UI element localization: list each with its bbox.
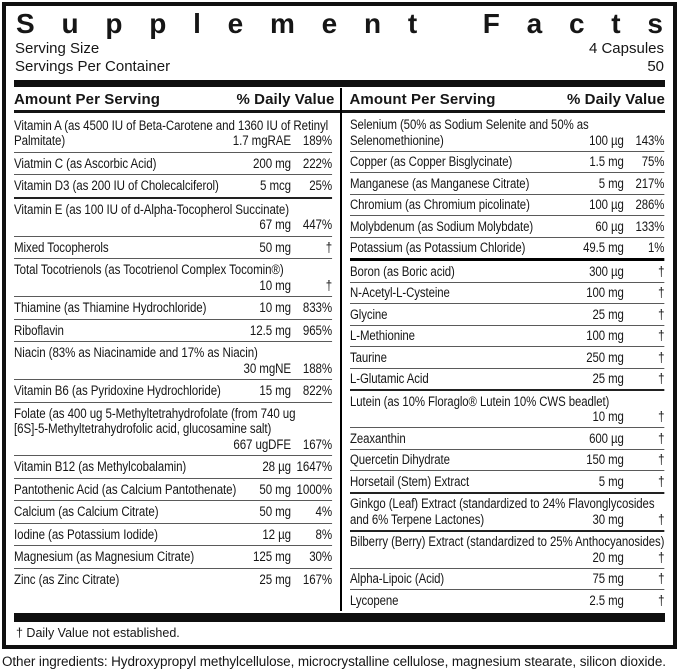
table-row [350,492,664,530]
daily-value: 1000% [296,481,333,497]
amount-group [236,527,332,543]
ingredient-name: Selenium (50% as Sodium Selenite and 50% as Selenomethionine) [349,117,589,148]
daily-value: † [657,349,664,365]
amount-value: 15 mg [259,383,292,398]
amount-group [569,571,664,587]
ingredient-name: Potassium (as Potassium Chloride) [349,240,525,255]
ingredient-name: Vitamin B6 (as Pyridoxine Hydrochloride) [14,383,221,398]
amount-value: 75 mg [591,571,624,586]
amount-group [569,307,664,323]
table-row [14,174,332,197]
daily-value: 447% [302,217,333,232]
amount-value: 100 mg [585,328,624,343]
daily-value: 143% [634,132,664,148]
amount-value: 5 mg [598,175,624,191]
amount-group [233,133,332,149]
amount-value: 150 mg [585,452,624,467]
ingredient-name: Ginkgo (Leaf) Extract (standardized to 24% Flavonglycosides and 6% Terpene Lactones) [349,496,654,527]
amount-group [236,549,332,565]
daily-value: † [657,571,664,586]
label-title [14,9,665,39]
ingredient-name: Folate (as 400 ug 5-Methyltetrahydrofolate (from 740 ug [6S]-5-Methyltetrahydrofolic acid, glucosamine salt) [14,405,296,436]
daily-value: 217% [634,175,664,191]
daily-value: 1% [647,240,664,255]
table-row [350,151,664,173]
amount-group [569,593,664,609]
ingredient-name: Vitamin D3 (as 200 IU of Cholecalciferol) [14,178,219,193]
table-row [350,172,664,194]
amount-group [569,154,664,170]
title-letter: m [269,8,295,39]
amount-value: 50 mg [259,504,292,519]
amount-group [569,285,664,301]
daily-value: 4% [315,504,333,519]
table-row [350,530,664,568]
daily-value: † [657,430,664,446]
daily-value-header: % Daily Value [566,91,665,108]
amount-group [569,264,664,280]
title-letter: a [526,8,543,39]
ingredient-name: Alpha-Lipoic (Acid) [349,571,444,586]
daily-value: 222% [302,155,333,171]
amount-value: 10 mg [259,277,292,293]
amount-group [236,383,332,399]
amount-value: 5 mcg [260,178,292,193]
table-row [350,303,664,325]
amount-group [236,300,332,316]
amount-value: 25 mg [591,306,624,322]
table-row [350,346,664,368]
amount-per-serving-header: Amount Per Serving [14,91,160,108]
ingredient-name: Horsetail (Stem) Extract [349,473,469,489]
header-rule [14,110,340,113]
table-row [14,455,332,478]
daily-value: 167% [302,571,333,587]
ingredient-name: Viatmin C (as Ascorbic Acid) [14,155,157,171]
amount-value: 667 ugDFE [233,436,292,452]
ingredient-name: Bilberry (Berry) Extract (standardized to 25% Anthocyanosides) [349,534,664,549]
ingredient-name: Calcium (as Calcium Citrate) [14,504,159,519]
amount-value: 50 mg [259,481,292,497]
ingredient-name: Boron (as Boric acid) [349,263,455,279]
amount-group [569,240,664,256]
title-letter: e [321,8,338,39]
ingredient-name: Glycine [349,306,387,322]
amount-group [236,156,332,172]
title-letter: u [61,8,79,39]
amount-value: 28 µg [262,459,292,474]
daily-value: 30% [309,549,333,564]
serving-size-label: Serving Size [15,40,100,57]
column-header-right [350,88,666,110]
table-row [350,368,664,390]
daily-value: 8% [315,526,333,542]
amount-group [569,474,664,490]
table-row [350,325,664,347]
amount-group [236,459,332,475]
title-letter: t [611,8,621,39]
amount-value: 67 mg [259,217,292,232]
facts-column-left [14,88,340,611]
table-row [350,389,664,427]
daily-value: † [657,511,664,527]
daily-value: 188% [302,360,333,376]
table-row [350,258,664,282]
ingredient-name: Taurine [349,349,387,365]
table-row [14,402,332,456]
title-letter: p [149,8,167,39]
table-row [14,115,332,152]
table-row [14,296,332,319]
daily-value: 167% [302,436,333,452]
ingredient-name: Chromium (as Chromium picolinate) [349,197,530,212]
servings-per-container-row [14,59,665,75]
daily-value-header: % Daily Value [236,91,335,108]
title-letter: c [568,8,585,39]
daily-value: † [657,452,664,467]
table-row [350,427,664,449]
table-row [14,500,332,523]
amount-value: 1.7 mgRAE [232,133,292,148]
footer-bar [14,613,665,622]
amount-group [236,572,332,588]
amount-value: 25 mg [591,371,624,386]
amount-value: 50 mg [259,239,292,255]
amount-per-serving-header: Amount Per Serving [349,91,496,108]
daily-value: 286% [634,197,664,212]
ingredient-name: Iodine (as Potassium Iodide) [14,526,158,542]
ingredient-name: Thiamine (as Thiamine Hydrochloride) [14,300,207,315]
ingredient-name: Vitamin E (as 100 IU of d-Alpha-Tocopherol Succinate) [14,201,289,217]
ingredient-name: Zeaxanthin [349,430,406,446]
amount-value: 100 mg [585,285,624,300]
daily-value: † [657,473,664,489]
amount-group [569,452,664,468]
table-row [14,568,332,591]
amount-group [236,482,332,498]
daily-value: † [657,285,664,300]
title-letter: F [482,8,500,39]
table-row [14,152,332,175]
serving-size-row [14,41,665,57]
ingredient-name: Zinc (as Zinc Citrate) [14,571,120,587]
amount-group [569,371,664,387]
daily-value: 1647% [296,459,333,474]
facts-columns [14,88,665,611]
amount-value: 10 mg [259,300,292,315]
ingredient-name: Riboflavin [14,322,64,338]
daily-value: † [657,371,664,386]
amount-value: 1.5 mg [588,154,624,169]
facts-box [2,2,677,649]
daily-value: † [657,306,664,322]
amount-value: 2.5 mg [588,592,624,608]
other-ingredients-text: Other ingredients: Hydroxypropyl methylcellulose, microcrystalline cellulose, magnesium stearate, silicon dioxide. [2,653,666,669]
servings-per-container-value: 50 [647,58,664,75]
table-row [14,523,332,546]
table-row [14,545,332,568]
ingredient-name: Total Tocotrienols (as Tocotrienol Complex Tocomin®) [14,262,284,277]
ingredient-name: Copper (as Copper Bisglycinate) [349,154,512,169]
amount-group [236,278,332,294]
amount-value: 25 mg [259,571,292,587]
table-row [350,589,664,611]
daily-value: † [657,592,664,608]
table-row [14,236,332,259]
table-row [350,237,664,259]
table-row [350,282,664,304]
ingredient-name: Lutein (as 10% Floraglo® Lutein 10% CWS beadlet) [349,393,609,409]
table-row [14,319,332,342]
table-row [350,194,664,216]
ingredient-name: N-Acetyl-L-Cysteine [349,285,450,300]
daily-value: 133% [634,218,664,234]
amount-group [569,133,664,149]
daily-value: 822% [302,383,333,398]
amount-group [236,504,332,520]
ingredient-name: Molybdenum (as Sodium Molybdate) [349,218,533,234]
amount-value: 30 mgNE [243,360,292,376]
ingredient-name: Niacin (83% as Niacinamide and 17% as Niacin) [14,345,258,360]
table-row [350,568,664,590]
title-letter: t [407,8,418,39]
amount-value: 10 mg [591,409,624,424]
amount-group [569,197,664,213]
serving-size-value: 4 Capsules [588,40,664,57]
amount-group [569,512,664,528]
ingredient-name: Pantothenic Acid (as Calcium Pantothenate) [14,481,237,497]
amount-group [236,178,332,194]
nutrient-rows-left [14,115,332,591]
table-row [14,478,332,501]
daily-value: 189% [302,133,333,148]
column-header-left [14,88,335,110]
daily-value: 75% [641,154,664,169]
table-row [350,449,664,471]
daily-value: 25% [309,178,333,193]
amount-value: 100 µg [588,132,624,148]
amount-group [569,409,664,425]
amount-value: 20 mg [591,549,624,565]
nutrient-rows-right [350,115,664,611]
amount-group [569,431,664,447]
facts-column-right [340,88,666,611]
daily-value: † [657,409,664,424]
title-letter: n [363,8,382,39]
table-row [350,215,664,237]
supplement-facts-label [0,2,679,669]
amount-value: 49.5 mg [582,240,624,255]
daily-value: † [325,239,333,255]
header-rule [342,110,666,113]
ingredient-name: Vitamin A (as 4500 IU of Beta-Carotene and 1360 IU of Retinyl Palmitate) [14,117,329,148]
ingredient-name: Magnesium (as Magnesium Citrate) [14,549,195,564]
table-row [350,470,664,492]
daily-value: † [657,263,664,279]
title-letter: p [105,8,123,39]
amount-value: 200 mg [253,155,292,171]
amount-value: 5 mg [598,473,624,489]
amount-value: 30 mg [591,511,624,527]
amount-group [569,328,664,344]
title-letter: s [647,8,663,39]
amount-group [233,437,332,453]
table-row [14,341,332,379]
ingredient-name: L-Methionine [349,328,415,343]
amount-value: 300 µg [588,263,624,279]
amount-value: 100 µg [588,197,624,212]
amount-group [569,219,664,235]
amount-group [236,217,332,233]
ingredient-name: Vitamin B12 (as Methylcobalamin) [14,459,187,474]
daily-value: † [657,549,664,565]
amount-value: 125 mg [253,549,292,564]
amount-value: 600 µg [588,430,624,446]
ingredient-name: Quercetin Dihydrate [349,452,450,467]
daily-value-footnote: † Daily Value not established. [16,625,180,640]
daily-value: † [325,277,333,293]
amount-group [236,323,332,339]
amount-value: 12 µg [262,526,292,542]
amount-group [569,176,664,192]
header-bar [14,80,665,87]
amount-value: 12.5 mg [249,322,292,338]
amount-value: 60 µg [594,218,624,234]
title-letter: l [193,8,201,39]
table-row [14,197,332,236]
amount-group [569,550,664,566]
servings-per-container-label: Servings Per Container [15,58,171,75]
amount-group [236,361,332,377]
ingredient-name: Lycopene [349,592,398,608]
daily-value: 833% [302,300,333,315]
table-row [350,115,664,151]
ingredient-name: Manganese (as Manganese Citrate) [349,175,529,191]
amount-value: 250 mg [585,349,624,365]
ingredient-name: L-Glutamic Acid [349,371,429,386]
amount-group [569,350,664,366]
daily-value: † [657,328,664,343]
title-letter: S [16,8,35,39]
title-letter: e [227,8,244,39]
table-row [14,379,332,402]
ingredient-name: Mixed Tocopherols [14,239,109,255]
table-row [14,258,332,296]
amount-group [236,240,332,256]
daily-value: 965% [302,322,333,338]
